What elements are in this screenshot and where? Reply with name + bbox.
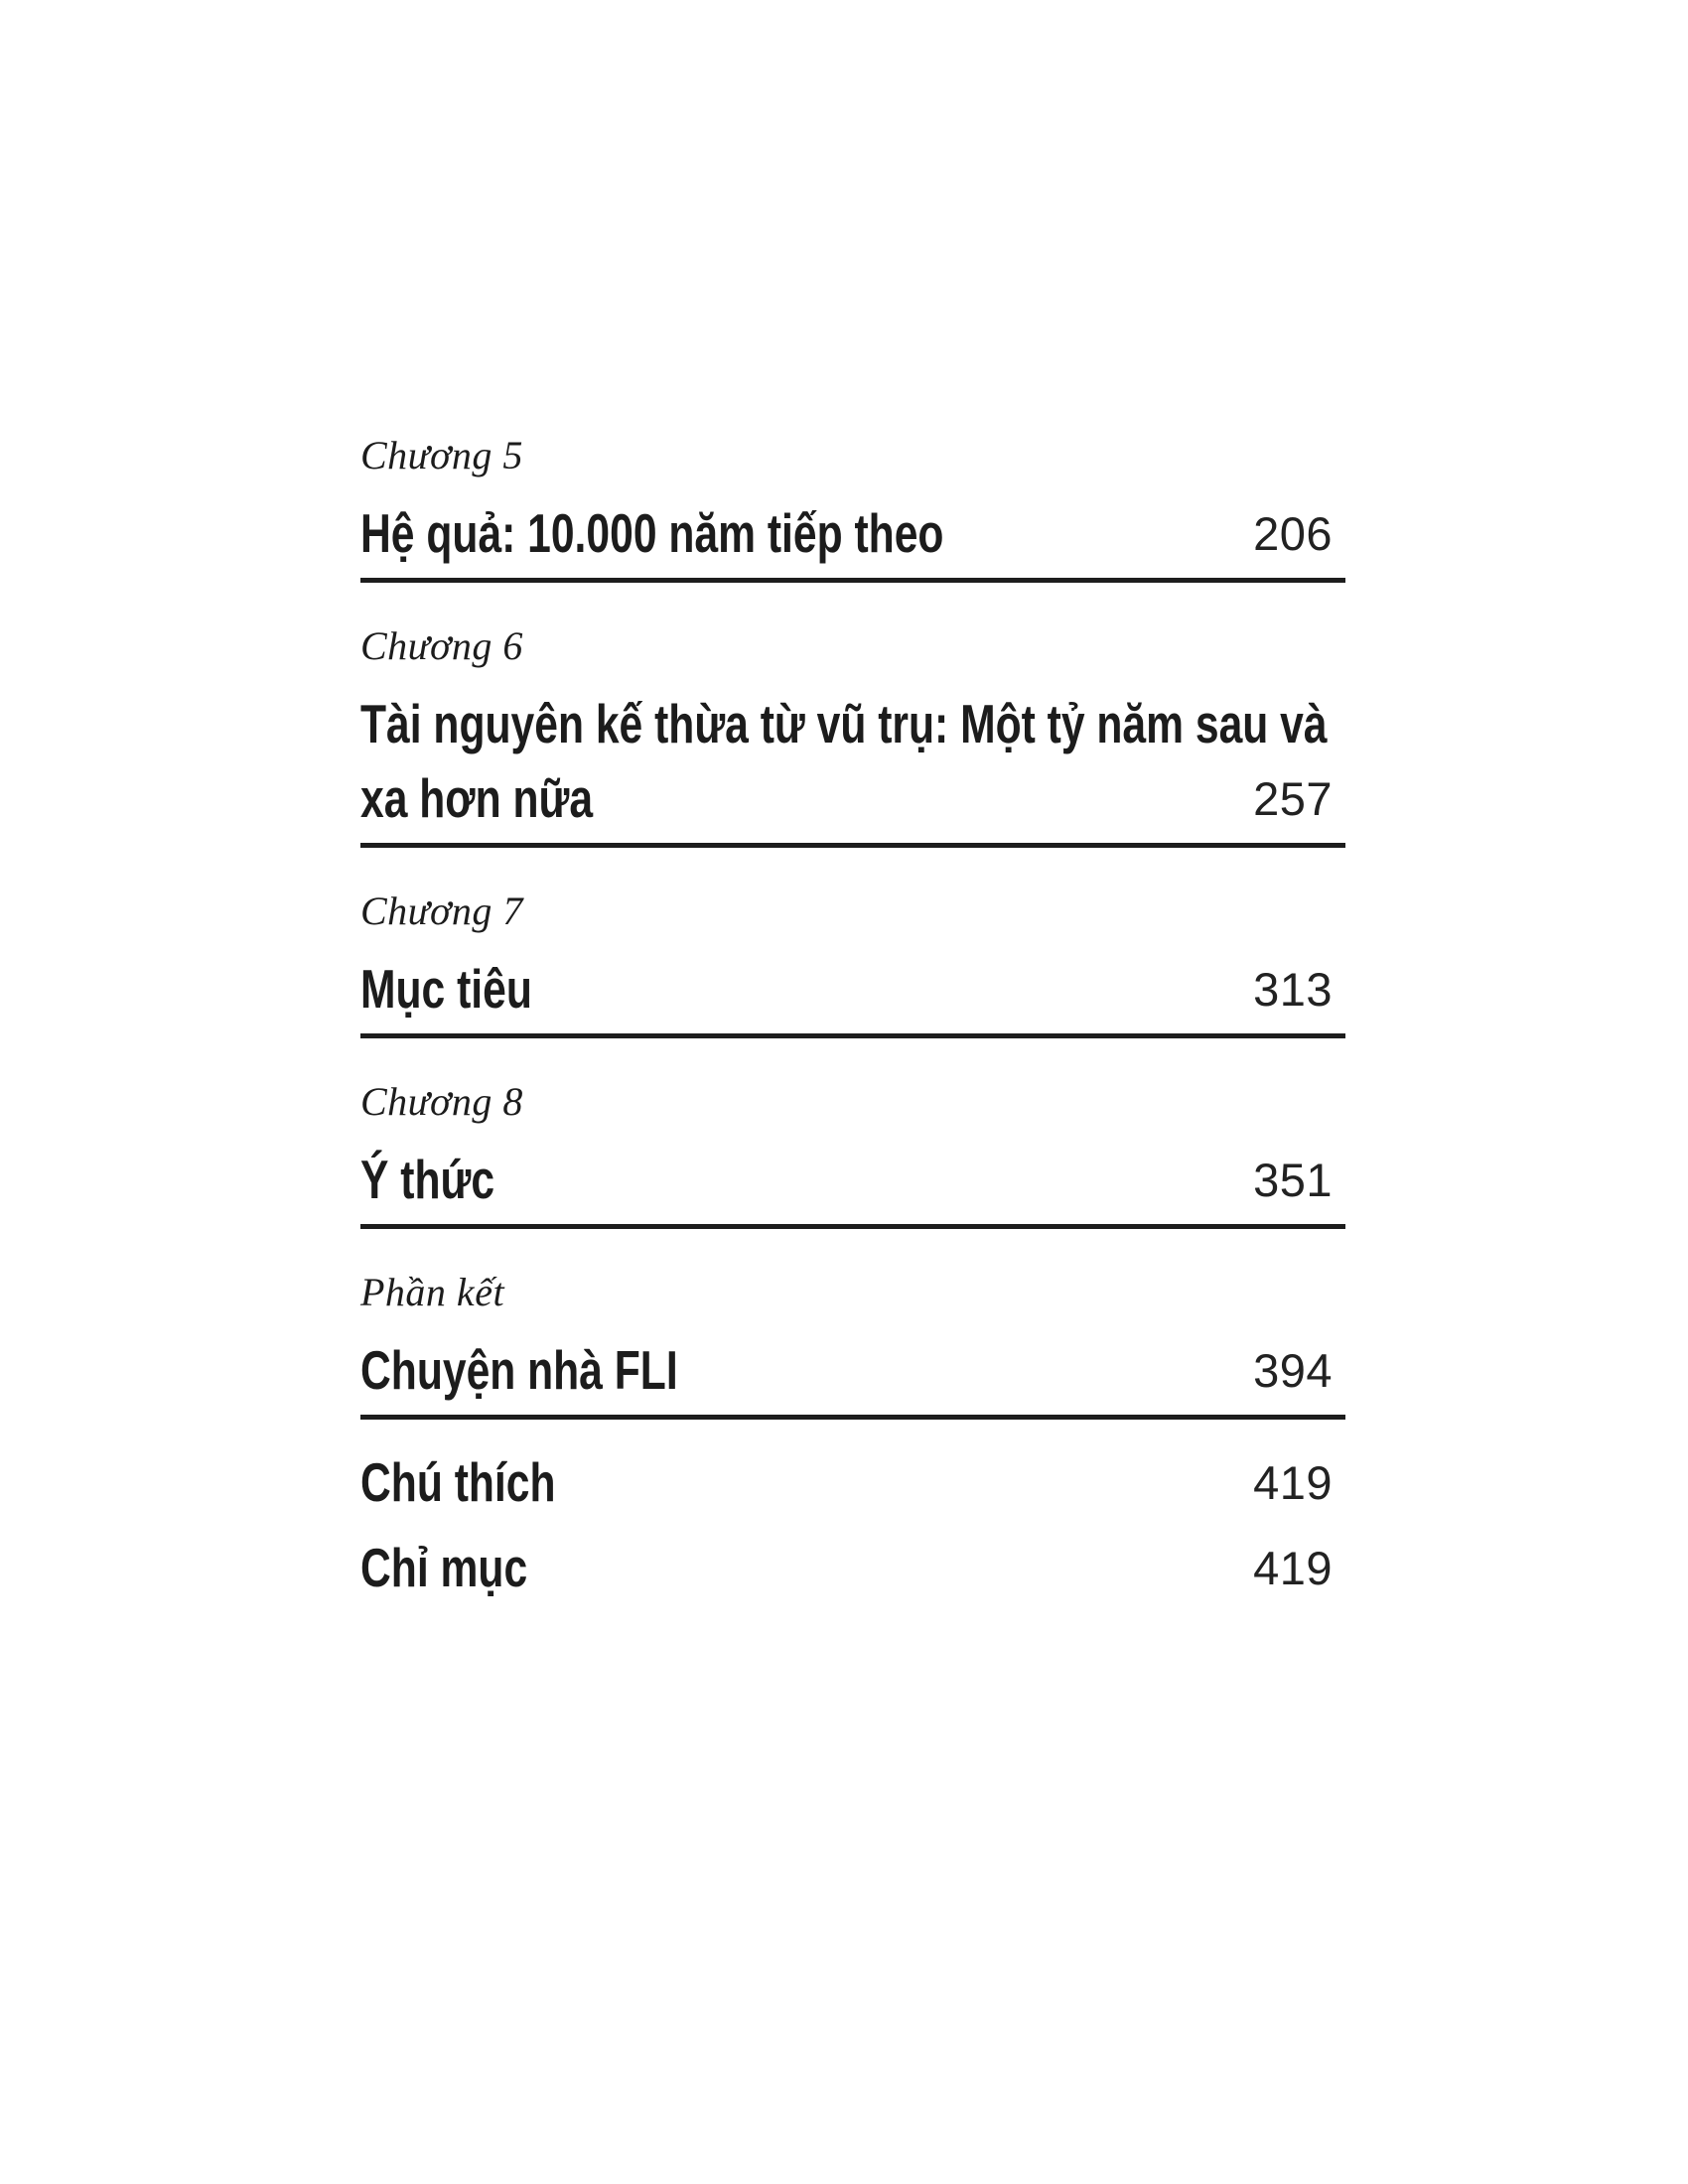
toc-entry-index xyxy=(360,1531,1345,1605)
chapter-label: Chương 5 xyxy=(360,433,523,478)
toc-section-chapter-6 xyxy=(360,623,1345,848)
chapter-title: Chuyện nhà FLI xyxy=(360,1339,678,1401)
toc-section-chapter-7 xyxy=(360,888,1345,1038)
page-number: 351 xyxy=(1253,1154,1333,1206)
toc-entry xyxy=(360,1333,1345,1408)
page-number: 419 xyxy=(1253,1456,1333,1509)
toc-section-chapter-5 xyxy=(360,433,1345,583)
separator-rule xyxy=(360,578,1345,583)
page-number: 206 xyxy=(1253,507,1333,560)
page-number: 257 xyxy=(1253,772,1333,825)
toc-section-epilogue xyxy=(360,1270,1345,1420)
toc-section-chapter-8 xyxy=(360,1079,1345,1229)
separator-rule xyxy=(360,1415,1345,1420)
separator-rule xyxy=(360,843,1345,848)
page-number: 419 xyxy=(1253,1542,1333,1594)
chapter-title: Tài nguyên kế thừa từ vũ trụ: Một tỷ năm sau và xa hơn nữa xyxy=(360,693,1328,829)
chapter-title: Hệ quả: 10.000 năm tiếp theo xyxy=(360,502,944,564)
toc-entry-notes xyxy=(360,1445,1345,1520)
page-number: 313 xyxy=(1253,963,1333,1016)
page-number: 394 xyxy=(1253,1344,1333,1397)
chapter-title: Mục tiêu xyxy=(360,958,532,1020)
separator-rule xyxy=(360,1033,1345,1038)
backmatter-title: Chú thích xyxy=(360,1451,556,1513)
chapter-label: Chương 8 xyxy=(360,1079,523,1124)
chapter-label: Chương 6 xyxy=(360,623,523,668)
chapter-label: Chương 7 xyxy=(360,888,523,933)
toc-entry xyxy=(360,687,1345,836)
backmatter-entries xyxy=(360,1445,1345,1605)
chapter-title: Ý thức xyxy=(360,1149,495,1210)
table-of-contents xyxy=(360,433,1345,1605)
separator-rule xyxy=(360,1224,1345,1229)
chapter-label: Phần kết xyxy=(360,1270,505,1314)
backmatter-title: Chỉ mục xyxy=(360,1537,528,1598)
toc-entry xyxy=(360,952,1345,1026)
toc-entry xyxy=(360,1143,1345,1217)
toc-entry xyxy=(360,496,1345,571)
